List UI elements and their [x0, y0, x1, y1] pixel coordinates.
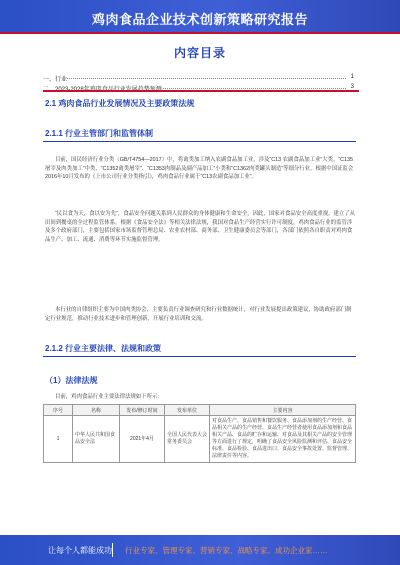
- toc-leader-dots: [43, 78, 346, 79]
- paragraph: “民以食为天，食以安为先”，食品安全问题关系到人民群众的身体健康和生命安全，因此，国家对食品安全高度重视，建立了从田间到餐桌的全过程监管体系。根据《食品安全法》等相关法律法规，我国对食品生产经营实行许可制度，鸡肉食品行业的监管涉及多个政府部门，主要包括国家市场监督管理总局、农业农村部、商务部、卫生健康委员会等部门，各部门依照各自职责对鸡肉食品生产、加工、流通、消费等环节实施监督管理。: [45, 211, 356, 243]
- toc-entry-page: 1: [350, 74, 354, 80]
- col-header-no: 序号: [44, 405, 73, 416]
- table-header-row: [44, 405, 356, 416]
- subsection-heading: 2.1.1 行业主管部门和监管体制: [45, 129, 154, 138]
- col-header-date: 发布/修订时间: [120, 405, 165, 416]
- footer-slogan: 让每个人都能成功: [48, 546, 112, 555]
- paragraph: 本行业的自律组织主要为中国肉类协会，主要负责行业调查研究和行业数据统计，对行业发展提出政策建议，协助政府部门制定行业规范，推动行业技术进步和管理创新，开展行业培训和交流。: [45, 307, 352, 322]
- cell-name: 中华人民共和国食品安全法: [73, 416, 120, 463]
- cell-content: 对食品生产、食品销售和餐饮服务、食品添加剂的生产经营、食品相关产品的生产经营、食品生产经营者使用食品添加剂和食品相关产品、食品的贮存和运输、对食品及其相关产品的安全管理等方面进行了规定，明确了食品安全风险监测和评估、食品安全标准、食品检验、食品进出口、食品安全事故处置、监督管理、法律责任等内容。: [210, 416, 356, 463]
- subsection-rule: [43, 141, 356, 142]
- report-title: 鸡肉食品企业技术创新策略研究报告: [91, 12, 308, 27]
- cell-no: 1: [44, 416, 73, 463]
- footer-divider: [112, 543, 113, 557]
- report-footer: [0, 535, 400, 565]
- toc-divider: [43, 90, 359, 92]
- section-heading: 2.1 鸡肉食品行业发展情况及主要政策法规: [45, 99, 195, 108]
- subsection-heading: 2.1.2 行业主要法律、法规和政策: [45, 344, 162, 353]
- report-header: [0, 0, 400, 32]
- cell-date: 2021年4月: [120, 416, 165, 463]
- col-header-name: 名称: [73, 405, 120, 416]
- col-header-org: 发布单位: [165, 405, 210, 416]
- laws-heading: （1）法律法规: [45, 376, 98, 385]
- toc-entry[interactable]: [43, 74, 354, 83]
- toc-title: 内容目录: [173, 46, 226, 60]
- cell-org: 全国人民代表大会常务委员会: [165, 416, 210, 463]
- table-row: [44, 416, 356, 463]
- paragraph: 目前，国民经济行业分类（GB/T4754—2017）中，将禽类加工纳入农副食品加工业，涉及“C13 农副食品加工业”大类、“C135屠宰及肉类加工”中类、“C1352禽类屠宰”、“C1353肉制品及副产品加工”小类和“C1362肉类罐头制造”等细分行业。根据中国证监会2016年10月发布的《上市公司行业分类指引》，鸡肉食品行业属于“C13农副食品加工业”。: [45, 157, 354, 180]
- header-divider: [0, 32, 400, 34]
- laws-table: [43, 404, 356, 463]
- laws-intro: 目前，鸡肉食品行业主要法律法规如下所示：: [55, 394, 163, 400]
- subsection-rule: [43, 356, 356, 357]
- toc-entry-page: 3: [350, 84, 354, 90]
- col-header-content: 主要内容: [210, 405, 356, 416]
- footer-tagline: 行业专家、管理专家、营销专家、战略专家、成功企业家……: [125, 546, 328, 555]
- toc-entry-label: 一、行业: [43, 77, 68, 83]
